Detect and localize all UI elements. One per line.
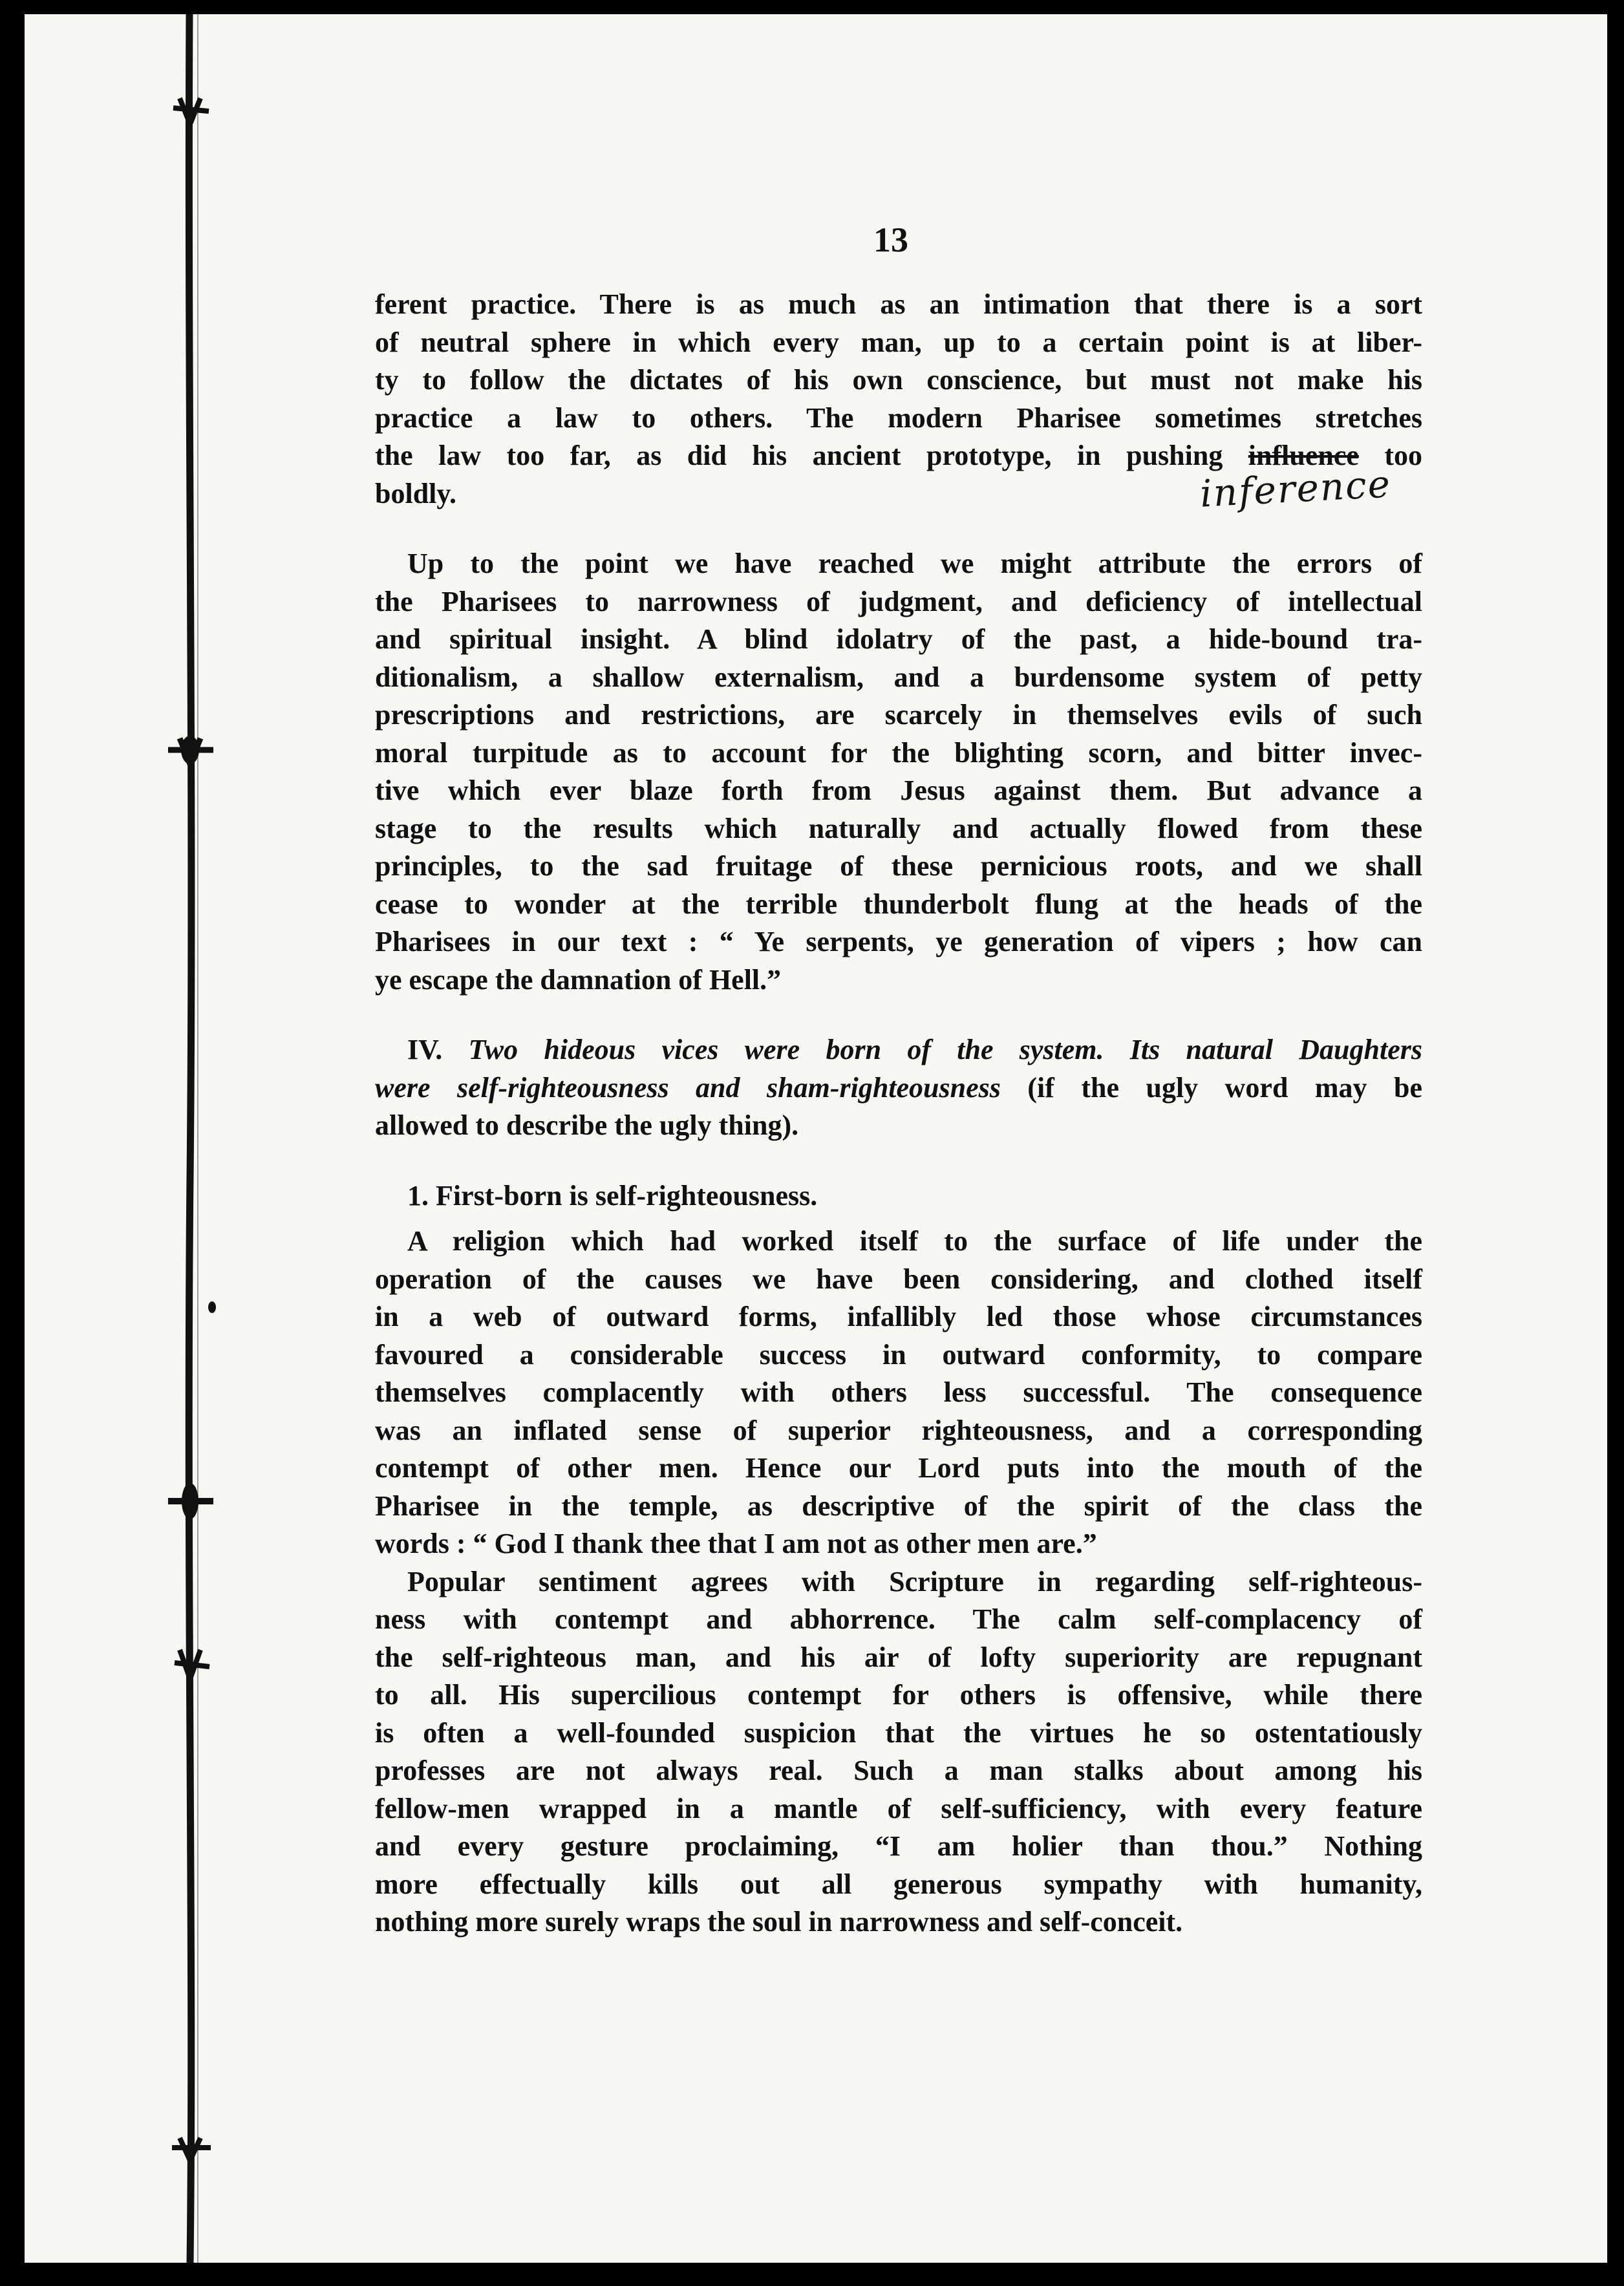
- text-line: cease to wonder at the terrible thunderbolt flung at the heads of the: [375, 888, 1422, 920]
- text-line: ness with contempt and abhorrence. The calm self-complacency of: [375, 1603, 1422, 1635]
- text-line: and every gesture proclaiming, “I am holier than thou.” Nothing: [375, 1830, 1422, 1862]
- text-line: Popular sentiment agrees with Scripture in regarding self-righteous-: [407, 1565, 1422, 1597]
- text-line: tive which ever blaze forth from Jesus against them. But advance a: [375, 774, 1422, 806]
- text-segment: (if the ugly word may be: [1027, 1071, 1422, 1104]
- text-line: is often a well-founded suspicion that the virtues he so ostentatiously: [375, 1716, 1422, 1749]
- text-line: favoured a considerable success in outward conformity, to compare: [375, 1338, 1422, 1371]
- text-line: themselves complacently with others less successful. The consequence: [375, 1376, 1422, 1408]
- paragraph-2: [375, 545, 1422, 999]
- text-line: ye escape the damnation of Hell.”: [375, 963, 782, 996]
- section-iv: [375, 1031, 1422, 1145]
- text-line: to all. His supercilious contempt for others is offensive, while there: [375, 1679, 1422, 1711]
- text-line: fellow-men wrapped in a mantle of self-sufficiency, with every feature: [375, 1792, 1422, 1824]
- text-line: [375, 1069, 1422, 1107]
- text-line: contempt of other men. Hence our Lord puts into the mouth of the: [375, 1452, 1422, 1484]
- text-line: Pharisees in our text : “ Ye serpents, ye generation of vipers ; how can: [375, 926, 1422, 957]
- text-segment: too: [1384, 440, 1423, 471]
- text-line: the self-righteous man, and his air of lofty superiority are repugnant: [375, 1641, 1422, 1673]
- page-number: 13: [873, 220, 908, 259]
- document-page: [25, 14, 1607, 2263]
- text-line: boldly.: [375, 477, 456, 509]
- text-line: allowed to describe the ugly thing).: [375, 1109, 799, 1141]
- binding-thread-graphic: [25, 14, 219, 2263]
- text-line: in a web of outward forms, infallibly led those whose circumstances: [375, 1301, 1422, 1332]
- text-line: words : “ God I thank thee that I am not as other men are.”: [375, 1528, 1097, 1559]
- text-line: ty to follow the dictates of his own conscience, but must not make his: [375, 364, 1422, 396]
- text-line: and spiritual insight. A blind idolatry of the past, a hide-bound tra-: [375, 623, 1422, 655]
- paragraph-5: [375, 1563, 1422, 1941]
- text-line: operation of the causes we have been considering, and clothed itself: [375, 1263, 1422, 1295]
- text-line: nothing more surely wraps the soul in narrowness and self-conceit.: [375, 1906, 1183, 1938]
- text-line: principles, to the sad fruitage of these pernicious roots, and we shall: [375, 850, 1422, 882]
- text-line: A religion which had worked itself to the surface of life under the: [407, 1225, 1422, 1257]
- text-line: ditionalism, a shallow externalism, and a burdensome system of petty: [375, 661, 1422, 693]
- italic-text: were self-righteousness and sham-righteousness: [375, 1071, 1001, 1104]
- text-line: of neutral sphere in which every man, up to a certain point is at liber-: [375, 326, 1422, 358]
- text-line: [375, 1031, 1422, 1069]
- text-line: more effectually kills out all generous sympathy with humanity,: [375, 1868, 1422, 1900]
- text-segment: the law too far, as did his ancient prototype, in pushing: [375, 440, 1223, 471]
- struck-word: influence: [1248, 440, 1359, 471]
- handwritten-annotation: inference: [1199, 462, 1393, 516]
- text-line: prescriptions and restrictions, are scarcely in themselves evils of such: [375, 699, 1422, 731]
- text-line: ferent practice. There is as much as an intimation that there is a sort: [375, 288, 1422, 320]
- text-line: stage to the results which naturally and actually flowed from these: [375, 812, 1422, 844]
- italic-text: Two hideous vices were born of the system. Its natural Daughters: [468, 1034, 1423, 1065]
- text-line: was an inflated sense of superior righteousness, and a corresponding: [375, 1414, 1422, 1446]
- subheading: 1. First-born is self-righteousness.: [407, 1179, 818, 1212]
- text-line: Up to the point we have reached we might attribute the errors of: [407, 548, 1422, 579]
- text-line: the Pharisees to narrowness of judgment, and deficiency of intellectual: [375, 585, 1422, 617]
- text-line: professes are not always real. Such a man stalks about among his: [375, 1755, 1422, 1786]
- body-text: [375, 286, 1422, 1941]
- paragraph-4: [375, 1223, 1422, 1563]
- text-line: moral turpitude as to account for the blighting scorn, and bitter invec-: [375, 736, 1422, 769]
- section-numeral: IV.: [407, 1034, 443, 1065]
- text-line: Pharisee in the temple, as descriptive of the spirit of the class the: [375, 1490, 1422, 1522]
- text-line: practice a law to others. The modern Pharisee sometimes stretches: [375, 401, 1422, 434]
